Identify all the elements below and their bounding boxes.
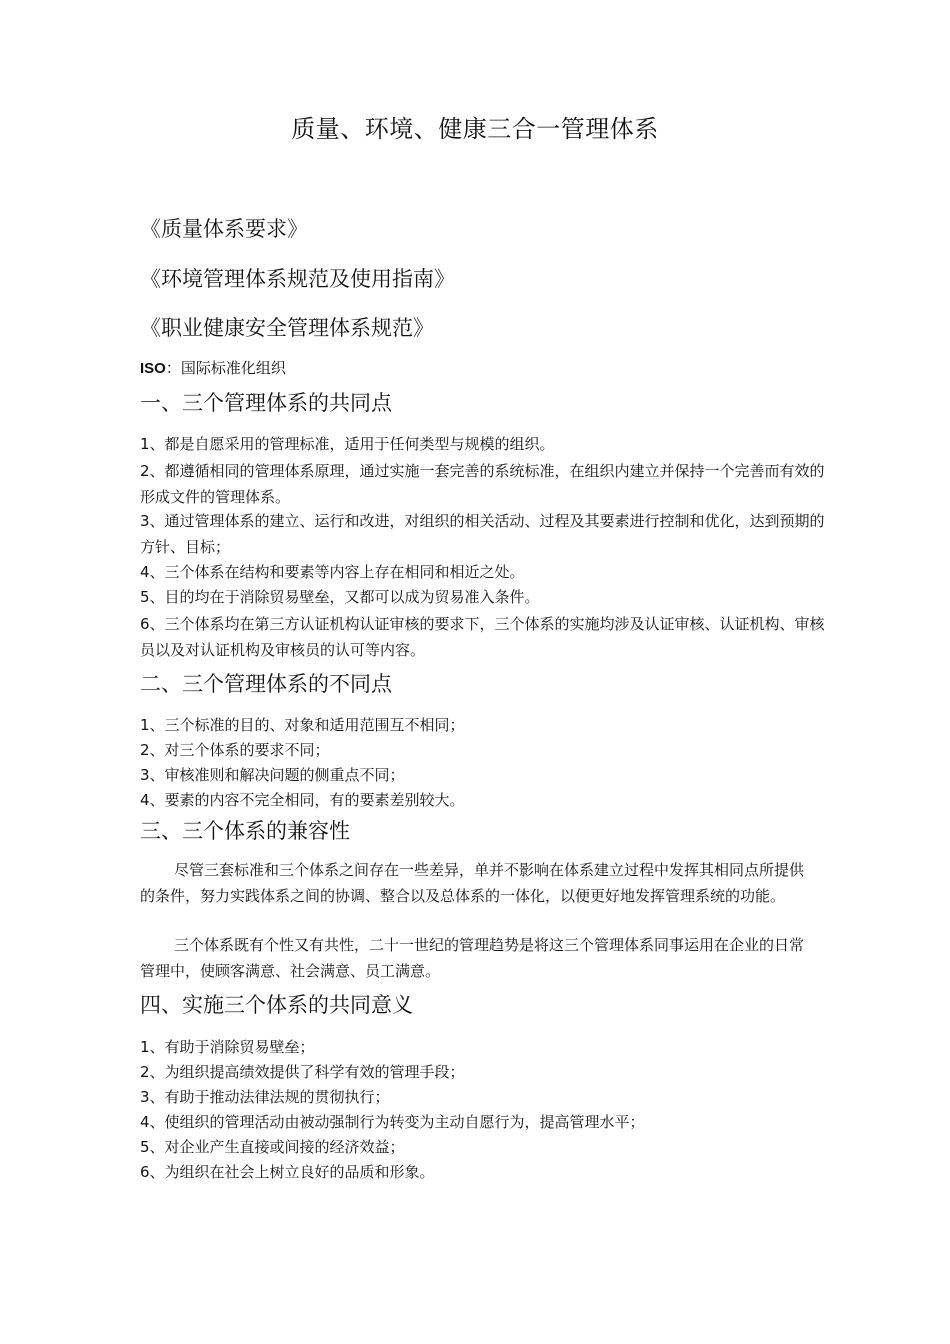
list-item: 5、对企业产生直接或间接的经济效益； xyxy=(140,1138,405,1156)
standard-environment: 《环境管理体系规范及使用指南》 xyxy=(140,267,455,291)
section-heading-common-points: 一、三个管理体系的共同点 xyxy=(140,391,392,415)
list-item: 2、为组织提高绩效提供了科学有效的管理手段； xyxy=(140,1063,465,1081)
iso-label: ISO xyxy=(140,360,166,377)
list-item: 4、要素的内容不完全相同，有的要素差别较大。 xyxy=(140,791,465,809)
standard-quality: 《质量体系要求》 xyxy=(140,217,308,241)
list-item: 6、为组织在社会上树立良好的品质和形象。 xyxy=(140,1163,435,1181)
list-item: 2、都遵循相同的管理体系原理，通过实施一套完善的系统标准，在组织内建立并保持一个完善而有效的形成文件的管理体系。 xyxy=(140,462,825,506)
list-item: 3、有助于推动法律法规的贯彻执行； xyxy=(140,1088,390,1106)
list-item: 1、有助于消除贸易壁垒； xyxy=(140,1038,315,1056)
list-item: 1、三个标准的目的、对象和适用范围互不相同； xyxy=(140,716,465,734)
list-item: 3、通过管理体系的建立、运行和改进，对组织的相关活动、过程及其要素进行控制和优化，达到预期的方针、目标； xyxy=(140,512,825,556)
section-heading-differences: 二、三个管理体系的不同点 xyxy=(140,672,392,696)
iso-text: 国际标准化组织 xyxy=(180,359,286,377)
iso-colon: ： xyxy=(165,359,181,377)
list-item: 5、目的均在于消除贸易壁垒，又都可以成为贸易准入条件。 xyxy=(140,588,540,606)
iso-definition xyxy=(140,356,286,381)
section-heading-compatibility: 三、三个体系的兼容性 xyxy=(140,819,350,843)
list-item: 2、对三个体系的要求不同； xyxy=(140,741,330,759)
list-item: 3、审核准则和解决问题的侧重点不同； xyxy=(140,766,405,784)
list-item: 1、都是自愿采用的管理标准，适用于任何类型与规模的组织。 xyxy=(140,435,555,453)
paragraph: 尽管三套标准和三个体系之间存在一些差异，单并不影响在体系建立过程中发挥其相同点所提供的条件，努力实践体系之间的协调、整合以及总体系的一体化，以便更好地发挥管理系统的功能。 xyxy=(140,861,805,905)
section-heading-significance: 四、实施三个体系的共同意义 xyxy=(140,993,413,1017)
standard-health-safety: 《职业健康安全管理体系规范》 xyxy=(140,316,434,340)
document-title: 质量、环境、健康三合一管理体系 xyxy=(291,115,659,143)
list-item: 6、三个体系均在第三方认证机构认证审核的要求下，三个体系的实施均涉及认证审核、认证机构、审核员以及对认证机构及审核员的认可等内容。 xyxy=(140,615,825,659)
list-item: 4、使组织的管理活动由被动强制行为转变为主动自愿行为，提高管理水平； xyxy=(140,1113,645,1131)
paragraph: 三个体系既有个性又有共性，二十一世纪的管理趋势是将这三个管理体系同事运用在企业的日常管理中，使顾客满意、社会满意、员工满意。 xyxy=(140,936,805,980)
list-item: 4、三个体系在结构和要素等内容上存在相同和相近之处。 xyxy=(140,563,525,581)
